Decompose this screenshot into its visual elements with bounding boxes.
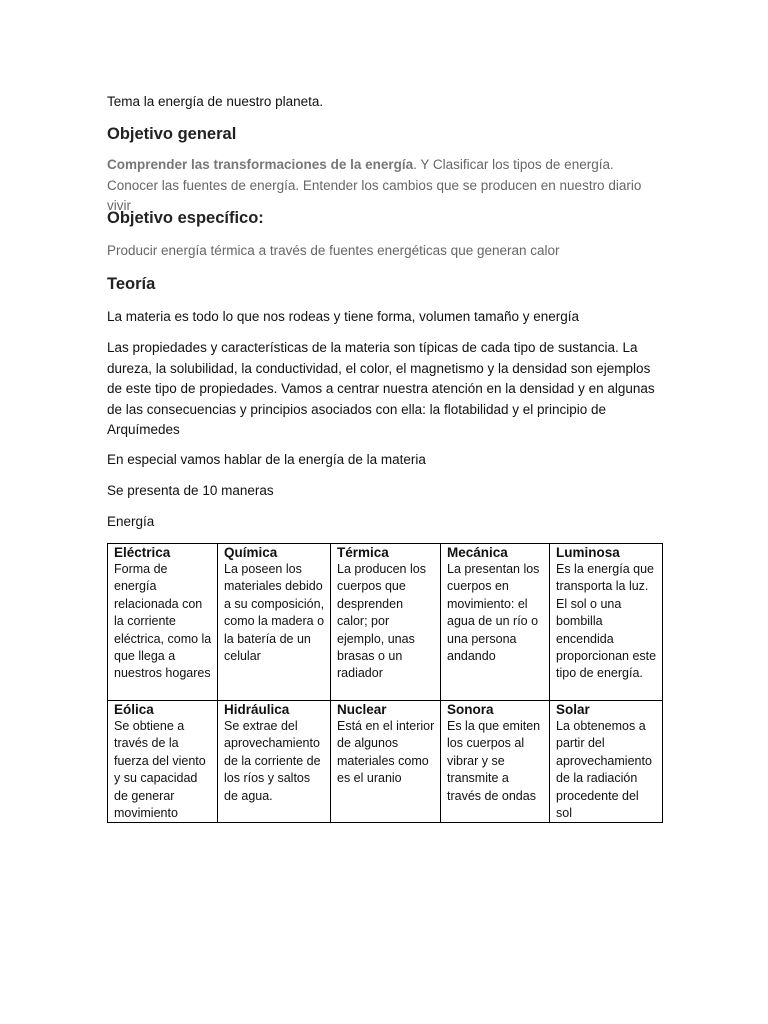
cell-description: La obtenemos a partir del aprovechamiento de la radiación procedente del sol <box>556 719 652 821</box>
cell-description: Se extrae del aprovechamiento de la corriente de los ríos y saltos de agua. <box>224 719 321 803</box>
teoria-paragraph: En especial vamos hablar de la energía de la materia <box>107 452 426 467</box>
cell-description: Se obtiene a través de la fuerza del viento y su capacidad de generar movimiento <box>114 719 206 821</box>
table-cell <box>331 544 441 701</box>
table-cell <box>218 701 331 823</box>
cell-title: Sonora <box>447 702 494 717</box>
cell-description: La presentan los cuerpos en movimiento: el agua de un río o una persona andando <box>447 562 540 664</box>
cell-description: Forma de energía relacionada con la corriente eléctrica, como la que llega a nuestros hogares <box>114 562 212 681</box>
table-cell <box>108 701 218 823</box>
cell-title: Hidráulica <box>224 702 290 717</box>
energy-types-table <box>107 543 663 823</box>
cell-title: Luminosa <box>556 545 620 560</box>
cell-description: Está en el interior de algunos materiales como es el uranio <box>337 719 435 786</box>
cell-title: Química <box>224 545 278 560</box>
table-row <box>108 701 663 823</box>
topic-line: Tema la energía de nuestro planeta. <box>107 94 324 109</box>
cell-title: Eléctrica <box>114 545 171 560</box>
objetivo-general-rest: . Y Clasificar los tipos de energía. Conocer las fuentes de energía. Entender los cambios que se producen en nuestro diario vivir <box>107 157 642 213</box>
cell-title: Mecánica <box>447 545 508 560</box>
cell-title: Eólica <box>114 702 154 717</box>
teoria-heading: Teoría <box>107 275 156 293</box>
cell-description: Es la energía que transporta la luz. El sol o una bombilla encendida proporcionan este tipo de energía. <box>556 562 657 681</box>
cell-title: Térmica <box>337 545 389 560</box>
objetivo-especifico-heading: Objetivo específico: <box>107 209 264 227</box>
table-cell <box>331 701 441 823</box>
table-caption: Energía <box>107 514 155 529</box>
teoria-paragraph: La materia es todo lo que nos rodeas y tiene forma, volumen tamaño y energía <box>107 309 580 324</box>
cell-title: Solar <box>556 702 590 717</box>
teoria-paragraph: Las propiedades y características de la materia son típicas de cada tipo de sustancia. La dureza, la solubilidad, la conductividad, el color, el magnetismo y la densidad son ejemplos de este tipo de propiedades. Vamos a centrar nuestra atención en la densidad y en algunas de las consecuencias y principios asociados con ella: la flotabilidad y el principio de Arquímedes <box>107 340 655 437</box>
teoria-paragraph: Se presenta de 10 maneras <box>107 483 274 498</box>
table-cell <box>550 544 663 701</box>
objetivo-general-lead: Comprender las transformaciones de la energía <box>107 157 414 172</box>
cell-description: La producen los cuerpos que desprenden calor; por ejemplo, unas brasas o un radiador <box>337 562 426 681</box>
cell-description: La poseen los materiales debido a su composición, como la madera o la batería de un celular <box>224 562 325 664</box>
objetivo-general-heading: Objetivo general <box>107 125 237 143</box>
cell-description: Es la que emiten los cuerpos al vibrar y se transmite a través de ondas <box>447 719 541 803</box>
objetivo-especifico-text: Producir energía térmica a través de fuentes energéticas que generan calor <box>107 243 560 258</box>
cell-title: Nuclear <box>337 702 387 717</box>
table-cell <box>441 544 550 701</box>
table-cell <box>218 544 331 701</box>
table-cell <box>108 544 218 701</box>
table-row <box>108 544 663 701</box>
table-cell <box>441 701 550 823</box>
table-cell <box>550 701 663 823</box>
